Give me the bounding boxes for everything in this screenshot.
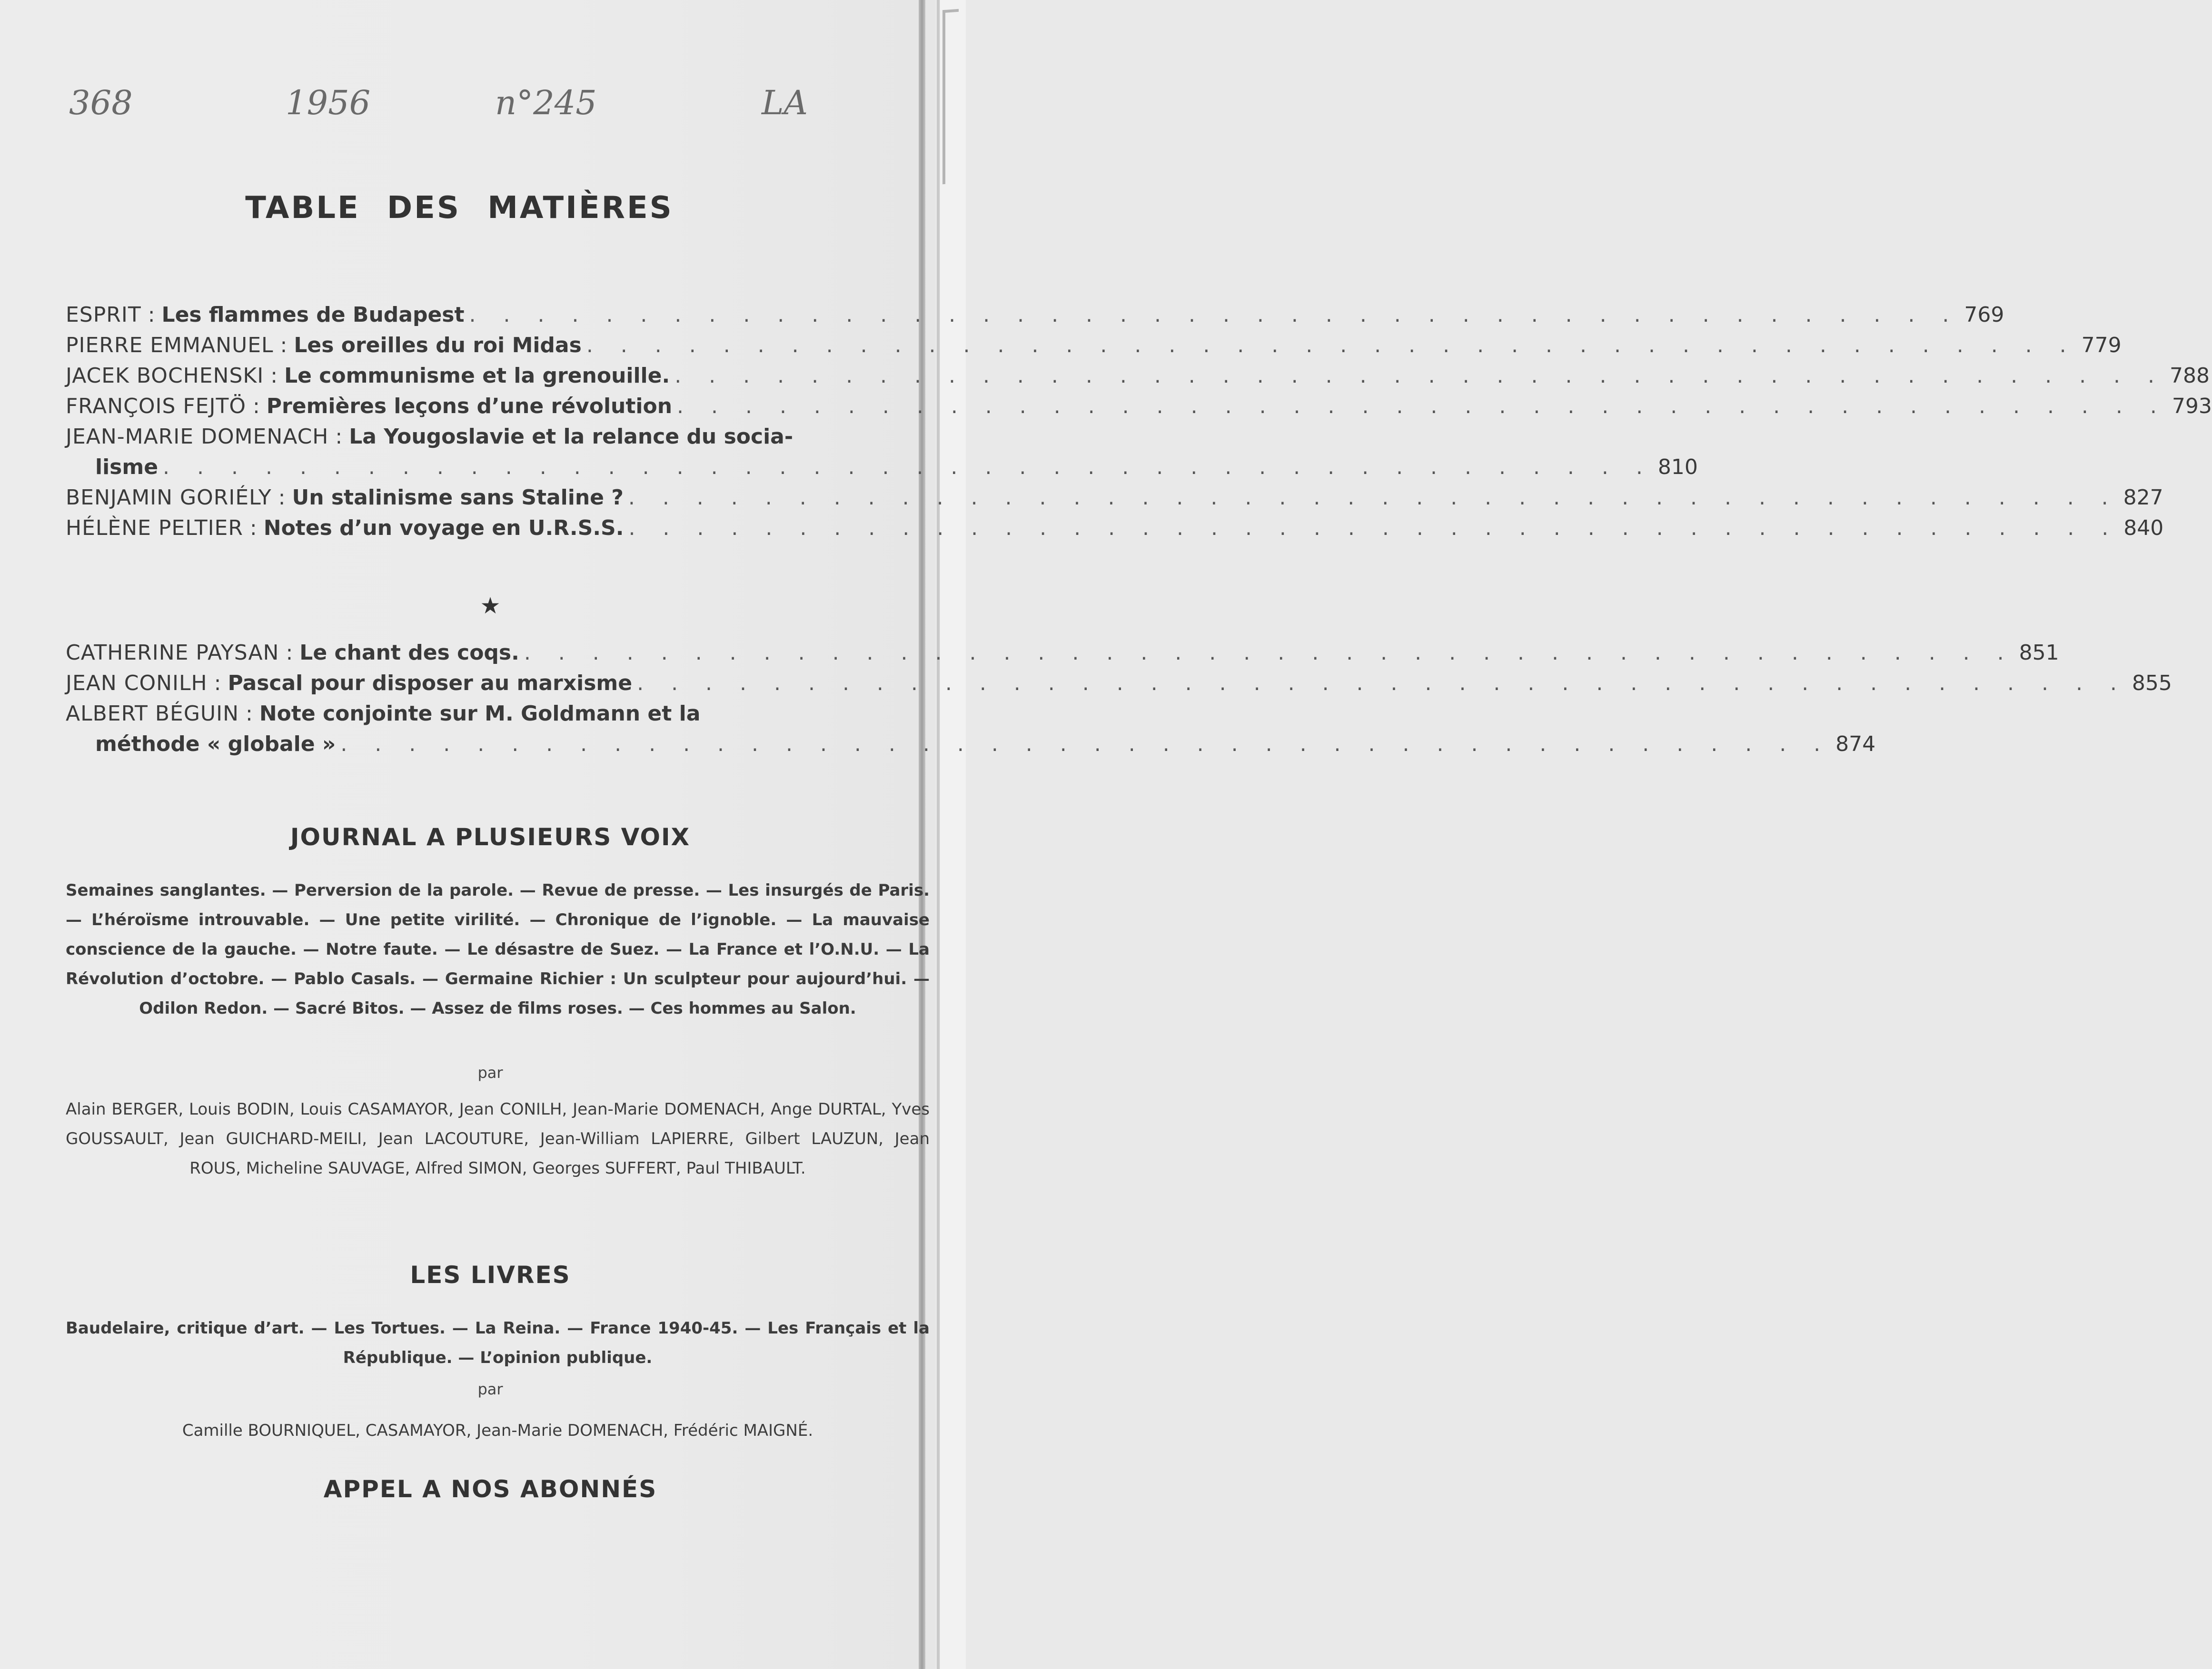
toc-leader: . . . . . . . . . . . . . . . . . . . . . . . . . . . . . . . . . . . . . . . . . . . . — [628, 485, 2119, 510]
toc-page-number: 855 — [2132, 671, 2172, 695]
toc-article: Premières leçons d’une révolution — [266, 394, 673, 418]
toc-author: JEAN CONILH — [66, 671, 208, 695]
livres-topics: Baudelaire, critique d’art. — Les Tortues. — La Reina. — France 1940-45. — Les Français et la République. — L’opinion publique. — [66, 1319, 930, 1367]
toc-page-number: 840 — [2123, 516, 2164, 540]
handwritten-note: 368 — [69, 83, 133, 122]
toc-entry — [66, 391, 2212, 422]
toc-entry — [66, 422, 903, 452]
toc-leader: . . . . . . . . . . . . . . . . . . . . . . . . . . . . . . . . . . . . . . . . . . . . — [469, 303, 1960, 327]
toc-entry — [66, 300, 2004, 330]
toc-entry — [66, 483, 2163, 513]
toc-secondary — [66, 638, 2172, 760]
toc-article: Un stalinisme sans Staline ? — [292, 485, 624, 510]
toc-colon: : — [252, 394, 260, 418]
toc-author: ESPRIT — [66, 303, 141, 327]
toc-page-number: 769 — [1964, 303, 2004, 327]
toc-author: JEAN-MARIE DOMENACH — [66, 425, 329, 449]
toc-entry-continuation — [66, 729, 1876, 760]
page-title: TABLE DES MATIÈRES — [245, 190, 674, 226]
toc-author: ALBERT BÉGUIN — [66, 701, 239, 726]
toc-page-number: 779 — [2081, 333, 2122, 357]
toc-colon: : — [249, 516, 257, 540]
appel-heading: APPEL A NOS ABONNÉS — [323, 1475, 657, 1503]
toc-colon: : — [148, 303, 155, 327]
toc-colon: : — [278, 485, 286, 510]
toc-colon: : — [214, 671, 221, 695]
toc-author: JACEK BOCHENSKI — [66, 364, 264, 388]
handwritten-note: 1956 — [286, 83, 371, 122]
toc-leader: . . . . . . . . . . . . . . . . . . . . . . . . . . . . . . . . . . . . . . . . . . . . — [524, 641, 2014, 665]
toc-article: Note conjointe sur M. Goldmann et la — [259, 701, 701, 726]
toc-leader: . . . . . . . . . . . . . . . . . . . . . . . . . . . . . . . . . . . . . . . . . . . . — [637, 671, 2127, 695]
toc-colon: : — [270, 364, 278, 388]
toc-page-number: 793 — [2172, 394, 2212, 418]
toc-entry — [66, 699, 903, 729]
toc-entry-continuation — [66, 452, 1698, 483]
toc-page-number: 827 — [2123, 485, 2163, 510]
toc-leader: . . . . . . . . . . . . . . . . . . . . . . . . . . . . . . . . . . . . . . . . . . . . — [675, 364, 2165, 388]
toc-page-number: 810 — [1657, 455, 1698, 479]
toc-page-number: 851 — [2019, 641, 2059, 665]
toc-leader: . . . . . . . . . . . . . . . . . . . . . . . . . . . . . . . . . . . . . . . . . . . . — [628, 516, 2119, 540]
journal-heading: JOURNAL A PLUSIEURS VOIX — [290, 823, 691, 851]
livres-par-label: par — [477, 1380, 503, 1398]
star-separator-icon: ★ — [480, 593, 501, 619]
toc-colon: : — [286, 641, 293, 665]
toc-colon: : — [335, 425, 343, 449]
toc-article: Le communisme et la grenouille. — [284, 364, 670, 388]
toc-article: Les flammes de Budapest — [161, 303, 465, 327]
toc-author: CATHERINE PAYSAN — [66, 641, 279, 665]
journal-topics: Semaines sanglantes. — Perversion de la parole. — Revue de presse. — Les insurgés de Paris. — L’héroïsme introuvable. — Une petite virilité. — Chronique de l’ignoble. — La mauvaise conscience de la gauche. — Notre faute. — Le désastre de Suez. — La France et l’O.N.U. — La Révolution d’octobre. — Pablo Casals. — Germaine Richier : Un sculpteur pour aujourd’hui. — Odilon Redon. — Sacré Bitos. — Assez de films roses. — Ces hommes au Salon. — [66, 881, 930, 1018]
toc-leader: . . . . . . . . . . . . . . . . . . . . . . . . . . . . . . . . . . . . . . . . . . . . — [163, 455, 1653, 479]
toc-author: FRANÇOIS FEJTÖ — [66, 394, 246, 418]
toc-article: La Yougoslavie et la relance du socia- — [349, 425, 794, 449]
toc-author: HÉLÈNE PELTIER — [66, 516, 243, 540]
toc-main — [66, 300, 2212, 543]
toc-author: PIERRE EMMANUEL — [66, 333, 274, 357]
toc-colon: : — [280, 333, 288, 357]
toc-entry — [66, 668, 2172, 699]
toc-author: BENJAMIN GORIÉLY — [66, 485, 272, 510]
livres-contributors: Camille BOURNIQUEL, CASAMAYOR, Jean-Marie DOMENACH, Frédéric MAIGNÉ. — [182, 1421, 813, 1440]
toc-entry — [66, 361, 2210, 391]
toc-article: Notes d’un voyage en U.R.S.S. — [263, 516, 624, 540]
toc-entry — [66, 513, 2164, 543]
journal-par-label: par — [477, 1064, 503, 1082]
handwritten-note: LA — [762, 83, 808, 122]
toc-entry — [66, 638, 2059, 668]
livres-heading: LES LIVRES — [410, 1261, 571, 1289]
toc-leader: . . . . . . . . . . . . . . . . . . . . . . . . . . . . . . . . . . . . . . . . . . . . — [677, 394, 2167, 418]
handwritten-note: n°245 — [495, 83, 597, 122]
toc-entry — [66, 330, 2122, 361]
toc-article: Pascal pour disposer au marxisme — [228, 671, 633, 695]
toc-article-continuation: lisme — [95, 455, 159, 479]
toc-article-continuation: méthode « globale » — [95, 732, 336, 756]
adjacent-page-tab — [942, 9, 959, 184]
toc-page-number: 874 — [1835, 732, 1876, 756]
toc-leader: . . . . . . . . . . . . . . . . . . . . . . . . . . . . . . . . . . . . . . . . . . . . — [586, 333, 2077, 357]
toc-article: Les oreilles du roi Midas — [294, 333, 582, 357]
toc-leader: . . . . . . . . . . . . . . . . . . . . . . . . . . . . . . . . . . . . . . . . . . . . — [340, 732, 1831, 756]
toc-colon: : — [246, 701, 253, 726]
toc-article: Le chant des coqs. — [299, 641, 519, 665]
journal-contributors: Alain BERGER, Louis BODIN, Louis CASAMAYOR, Jean CONILH, Jean-Marie DOMENACH, Ange DURTAL, Yves GOUSSAULT, Jean GUICHARD-MEILI, Jean LACOUTURE, Jean-William LAPIERRE, Gilbert LAUZUN, Jean ROUS, Micheline SAUVAGE, Alfred SIMON, Georges SUFFERT, Paul THIBAULT. — [66, 1100, 930, 1178]
toc-page-number: 788 — [2170, 364, 2210, 388]
